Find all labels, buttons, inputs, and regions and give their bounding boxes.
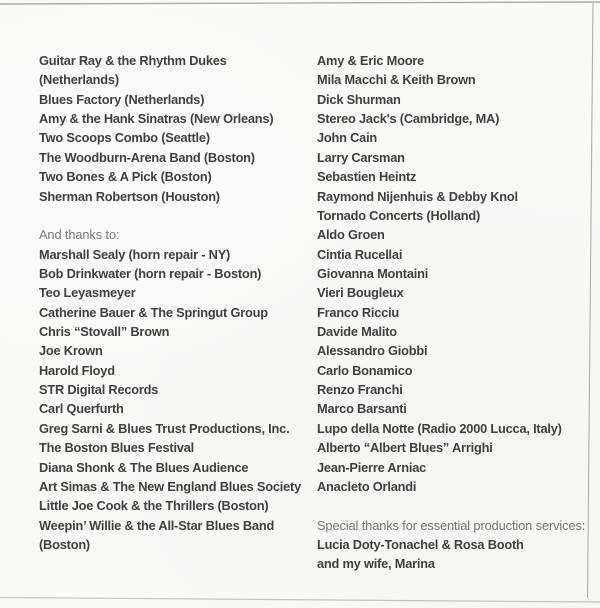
credit-line: Lupo della Notte (Radio 2000 Lucca, Italy): [317, 420, 562, 436]
credit-line: John Cain: [317, 130, 378, 146]
credit-line: Franco Ricciu: [317, 304, 400, 320]
credit-line: Marco Barsanti: [317, 401, 407, 417]
credit-line: Alessandro Giobbi: [317, 343, 428, 359]
credit-line: Two Bones & A Pick (Boston): [39, 169, 212, 185]
credit-line: Anacleto Orlandi: [317, 478, 417, 494]
credit-line: Carlo Bonamico: [317, 362, 413, 378]
credit-line: Sherman Robertson (Houston): [39, 188, 220, 204]
spacer-line: [317, 496, 592, 515]
credit-line: Catherine Bauer & The Springut Group: [39, 304, 268, 320]
credit-line: Teo Leyasmeyer: [39, 285, 136, 301]
credit-line: Davide Malito: [317, 324, 397, 340]
section-header-line: Special thanks for essential production services:: [317, 517, 586, 533]
credits-column-right: [317, 51, 592, 574]
credit-line: Aldo Groen: [317, 227, 385, 243]
credit-line: Vieri Bougleux: [317, 285, 404, 301]
credit-line: Guitar Ray & the Rhythm Dukes: [39, 53, 227, 68]
credit-line: Diana Shonk & The Blues Audience: [39, 459, 249, 475]
credit-line: Dick Shurman: [317, 91, 401, 107]
credit-line: Amy & the Hank Sinatras (New Orleans): [39, 111, 274, 127]
credit-line: Sebastien Heintz: [317, 169, 417, 185]
credit-line: and my wife, Marina: [317, 556, 435, 572]
credit-line: STR Digital Records: [39, 382, 159, 398]
credit-line: Harold Floyd: [39, 362, 115, 378]
credit-line: Lucia Doty-Tonachel & Rosa Booth: [317, 536, 524, 552]
credit-line: Marshall Sealy (horn repair - NY): [39, 246, 231, 262]
credit-line: Blues Factory (Netherlands): [39, 91, 205, 107]
credit-line: Joe Krown: [39, 343, 103, 359]
credit-line: Giovanna Montaini: [317, 265, 429, 281]
credit-line: Weepin’ Willie & the All-Star Blues Band: [39, 517, 275, 533]
credit-line: Two Scoops Combo (Seattle): [39, 130, 210, 146]
credit-line: Stereo Jack's (Cambridge, MA): [317, 111, 500, 127]
credit-line: Carl Querfurth: [39, 401, 124, 417]
credit-line: Jean-Pierre Arniac: [317, 459, 427, 475]
spacer-line: [39, 206, 314, 225]
page-edge-bottom-line: [0, 598, 600, 603]
credit-line: Larry Carsman: [317, 149, 405, 165]
credit-line: Art Simas & The New England Blues Society: [39, 478, 302, 494]
credit-line: Raymond Nijenhuis & Debby Knol: [317, 188, 518, 204]
credit-line: Renzo Franchi: [317, 382, 403, 398]
credit-line: (Boston): [39, 536, 90, 552]
credits-column-left: [39, 51, 314, 554]
credit-line: Mila Macchi & Keith Brown: [317, 72, 476, 88]
section-header-line: And thanks to:: [39, 227, 120, 243]
credit-line: (Netherlands): [39, 72, 119, 88]
credit-line: Bob Drinkwater (horn repair - Boston): [39, 265, 262, 281]
credit-line: The Boston Blues Festival: [39, 440, 194, 456]
credit-line: Tornado Concerts (Holland): [317, 207, 481, 223]
credit-line: Little Joe Cook & the Thrillers (Boston): [39, 498, 269, 514]
credit-line: Alberto “Albert Blues” Arrighi: [317, 440, 493, 456]
credit-line: Chris “Stovall” Brown: [39, 324, 170, 340]
page-edge-top-line: [0, 2, 600, 4]
credit-line: Greg Sarni & Blues Trust Productions, Inc.: [39, 420, 290, 436]
credit-line: The Woodburn-Arena Band (Boston): [39, 149, 255, 165]
credit-line: Amy & Eric Moore: [317, 53, 425, 68]
credit-line: Cintia Rucellai: [317, 246, 403, 262]
